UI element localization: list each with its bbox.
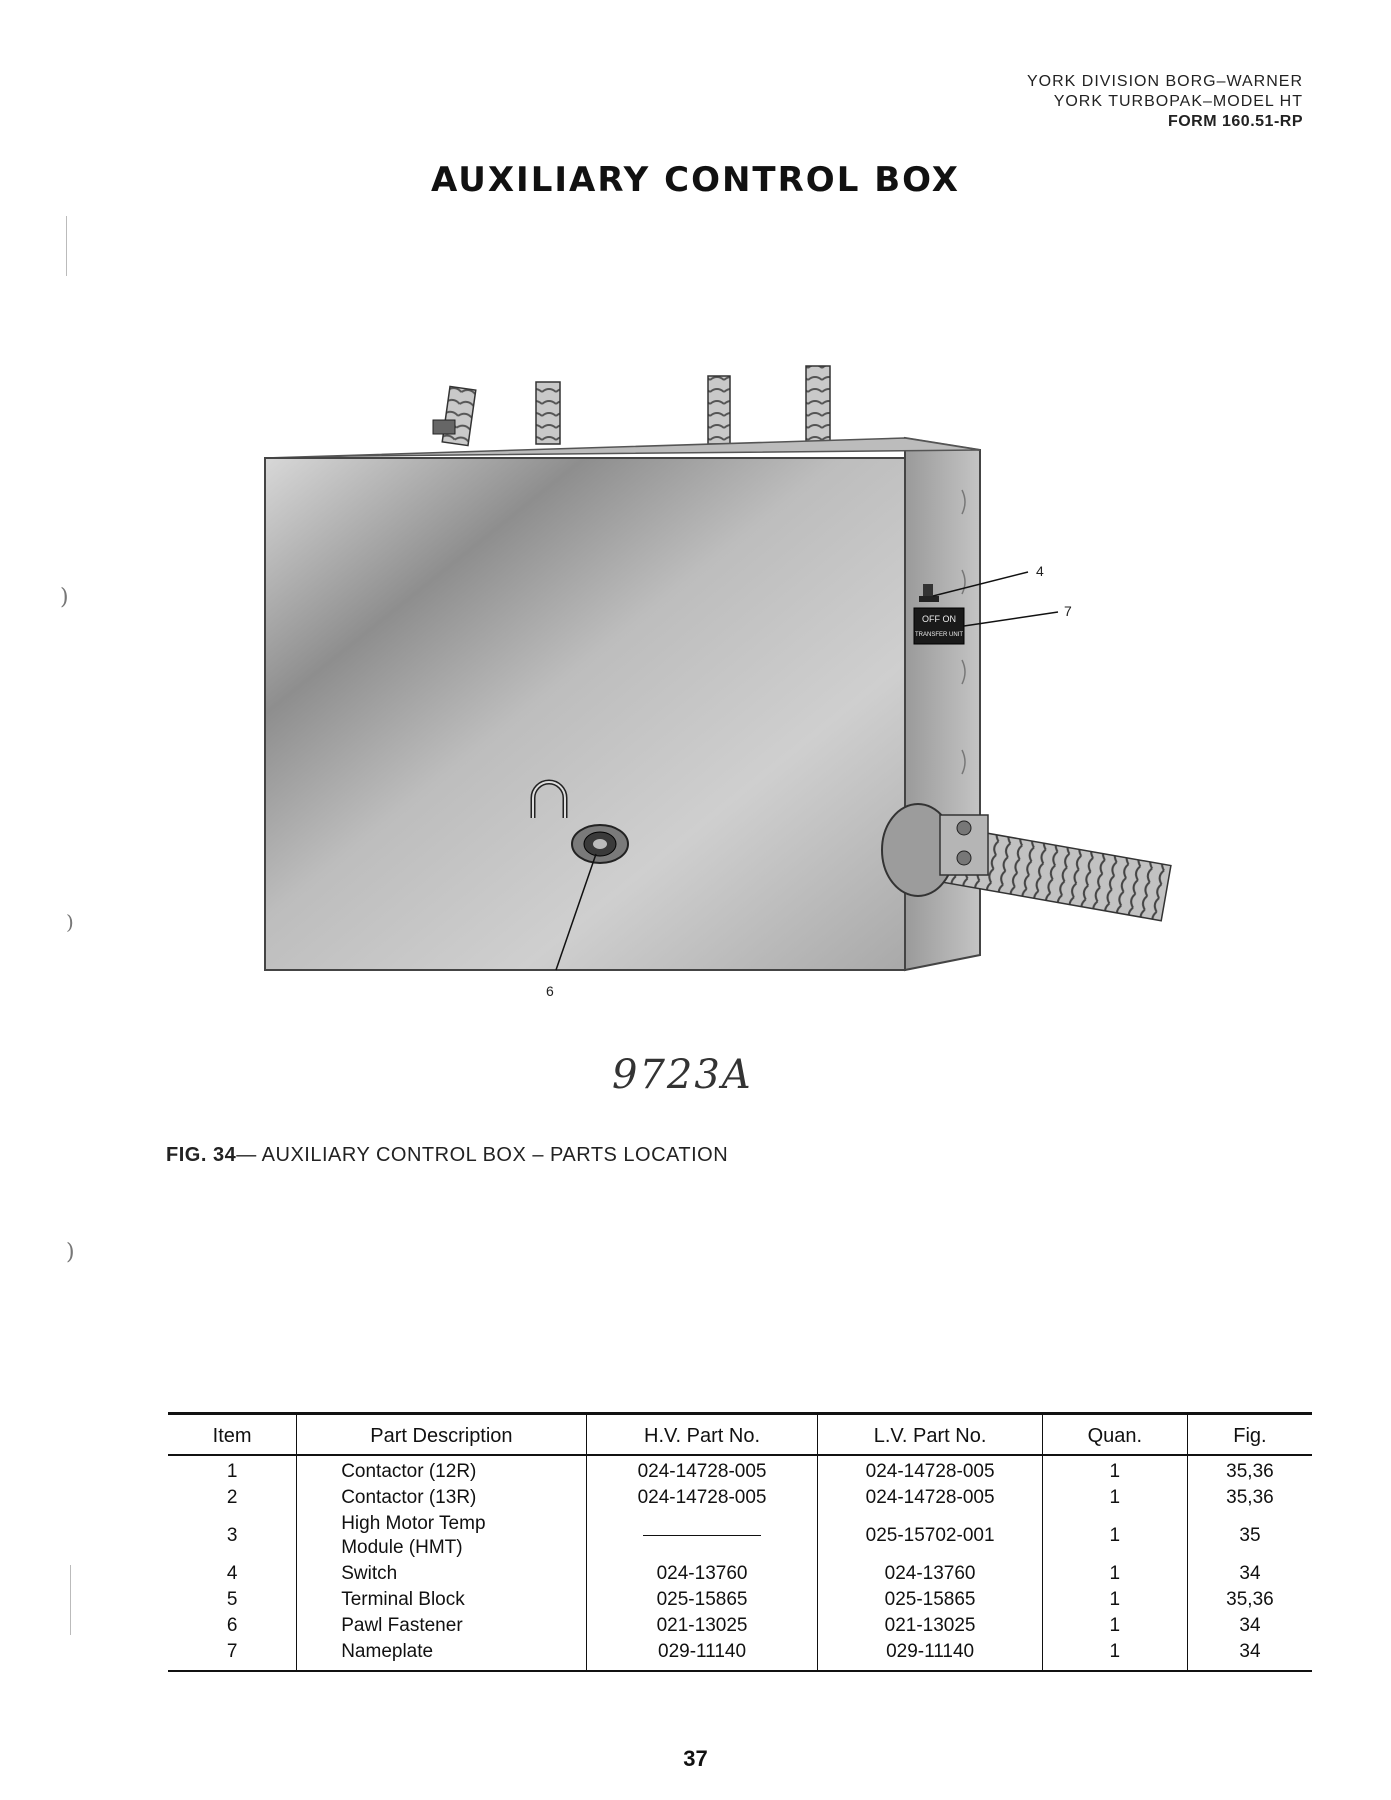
- cell-quantity: 1: [1042, 1613, 1187, 1639]
- header-hv-part: H.V. Part No.: [586, 1414, 818, 1456]
- figure-number: FIG. 34: [166, 1144, 237, 1166]
- cell-item: 2: [226, 1487, 238, 1508]
- cell-item: 4: [226, 1563, 238, 1584]
- cell-quantity: 1: [1042, 1561, 1187, 1587]
- header-division: YORK DIVISION BORG–WARNER: [1027, 73, 1303, 90]
- cell-quantity: 1: [1042, 1587, 1187, 1613]
- cell-quantity: 1: [1042, 1639, 1187, 1671]
- cell-fig: 34: [1187, 1613, 1312, 1639]
- page-title: AUXILIARY CONTROL BOX: [430, 160, 961, 200]
- top-conduits: [433, 366, 830, 446]
- table-row: [168, 1485, 1312, 1511]
- cell-description: Switch: [297, 1561, 586, 1587]
- cell-fig: 35: [1187, 1511, 1312, 1561]
- cell-quantity: 1: [1042, 1511, 1187, 1561]
- table-row: [168, 1639, 1312, 1671]
- binder-hole-mark: [66, 216, 69, 276]
- cell-hv-part: 024-13760: [586, 1561, 818, 1587]
- cell-item: 7: [226, 1641, 238, 1662]
- cell-item: 1: [226, 1461, 238, 1482]
- cell-quantity: 1: [1042, 1485, 1187, 1511]
- header-item: Item: [168, 1414, 297, 1456]
- cell-lv-part: 025-15702-001: [818, 1511, 1042, 1561]
- header-form-number: FORM 160.51-RP: [1167, 113, 1303, 130]
- header-lv-part: L.V. Part No.: [818, 1414, 1042, 1456]
- nameplate-label-bottom: TRANSFER UNIT: [915, 632, 963, 638]
- cell-hv-part: 024-14728-005: [586, 1485, 818, 1511]
- handwritten-note: 9723A: [612, 1052, 753, 1098]
- cell-hv-part-none: [586, 1511, 818, 1561]
- cell-lv-part: 024-14728-005: [818, 1485, 1042, 1511]
- not-applicable-dash: [643, 1535, 761, 1536]
- cell-hv-part: 029-11140: [586, 1639, 818, 1671]
- binder-hole-mark: ): [60, 585, 69, 610]
- nameplate-label-top: OFF ON: [922, 614, 956, 624]
- cell-description: [297, 1511, 586, 1561]
- cell-item: 3: [226, 1525, 238, 1546]
- callout-7: 7: [1064, 603, 1072, 619]
- header-quantity: Quan.: [1042, 1414, 1187, 1456]
- callout-6: 6: [546, 983, 554, 999]
- cell-item: 5: [226, 1589, 238, 1610]
- cell-fig: 35,36: [1187, 1587, 1312, 1613]
- cell-description: Terminal Block: [297, 1587, 586, 1613]
- cell-description: Contactor (13R): [297, 1485, 586, 1511]
- table-row: [168, 1511, 1312, 1561]
- cell-fig: 35,36: [1187, 1485, 1312, 1511]
- cell-fig: 34: [1187, 1639, 1312, 1671]
- binder-hole-mark: [70, 1565, 73, 1635]
- binder-hole-mark: ): [66, 910, 74, 934]
- control-box-illustration: [150, 350, 1280, 1050]
- parts-table: [168, 1412, 1312, 1672]
- cell-description: Contactor (12R): [297, 1455, 586, 1485]
- cell-description-line1: High Motor Temp: [341, 1513, 486, 1534]
- cell-quantity: 1: [1042, 1455, 1187, 1485]
- cell-description-line2: Module (HMT): [341, 1537, 463, 1558]
- header-model: YORK TURBOPAK–MODEL HT: [1053, 93, 1303, 110]
- cell-description: Pawl Fastener: [297, 1613, 586, 1639]
- callout-4: 4: [1036, 563, 1044, 579]
- page-number: 37: [683, 1746, 708, 1771]
- document-header: [1027, 72, 1303, 132]
- table-header-row: [168, 1414, 1312, 1456]
- table-row: [168, 1561, 1312, 1587]
- header-fig: Fig.: [1187, 1414, 1312, 1456]
- box-front: [265, 458, 905, 970]
- cell-lv-part: 024-14728-005: [818, 1455, 1042, 1485]
- cell-lv-part: 021-13025: [818, 1613, 1042, 1639]
- header-description: Part Description: [297, 1414, 586, 1456]
- figure-photo: [150, 350, 1280, 1050]
- table-row: [168, 1613, 1312, 1639]
- cell-lv-part: 029-11140: [818, 1639, 1042, 1671]
- figure-caption-text: — AUXILIARY CONTROL BOX – PARTS LOCATION: [236, 1144, 729, 1166]
- cell-description: Nameplate: [297, 1639, 586, 1671]
- table-row: [168, 1587, 1312, 1613]
- cell-hv-part: 025-15865: [586, 1587, 818, 1613]
- cell-fig: 34: [1187, 1561, 1312, 1587]
- cell-hv-part: 024-14728-005: [586, 1455, 818, 1485]
- cell-item: 6: [226, 1615, 238, 1636]
- cell-lv-part: 024-13760: [818, 1561, 1042, 1587]
- cell-hv-part: 021-13025: [586, 1613, 818, 1639]
- cell-fig: 35,36: [1187, 1455, 1312, 1485]
- table-row: [168, 1455, 1312, 1485]
- cell-lv-part: 025-15865: [818, 1587, 1042, 1613]
- binder-hole-mark: ): [66, 1240, 75, 1265]
- figure-caption: [166, 1144, 728, 1167]
